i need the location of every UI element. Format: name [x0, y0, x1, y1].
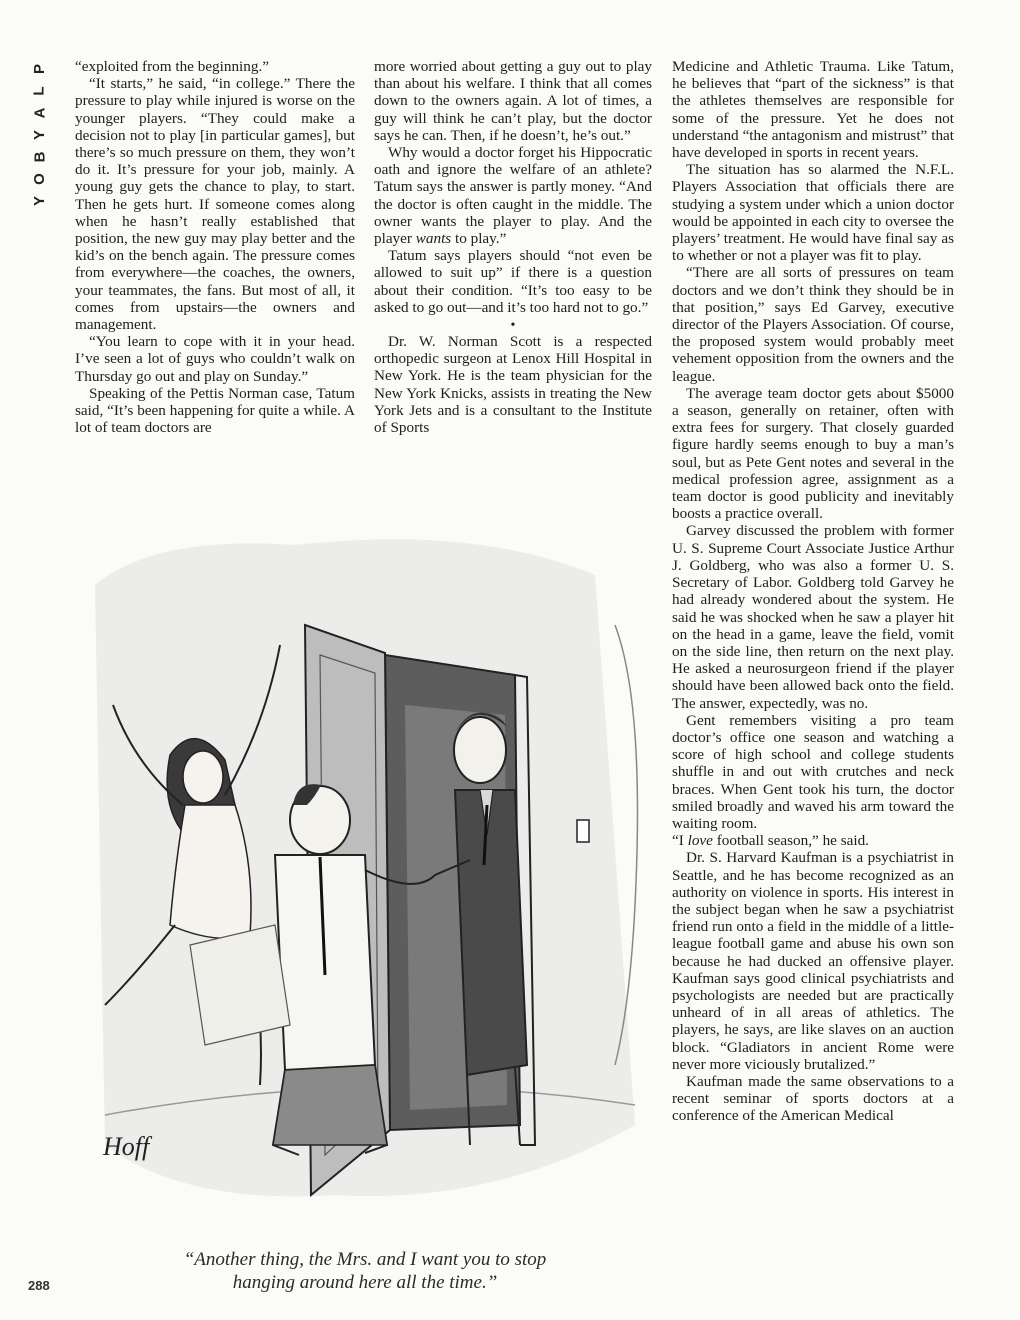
logo-letter: L — [30, 86, 48, 96]
paragraph: “You learn to cope with it in your head. I’ve seen a lot of guys who couldn’t walk on Thursday go out and play on Sunday.” — [75, 333, 355, 385]
cartoon-illustration — [75, 505, 655, 1235]
logo-letter: P — [30, 63, 48, 75]
paragraph: The situation has so alarmed the N.F.L. Players Association that officials there are studying a system under which a union doctor would be appointed in each city to oversee the players’ treatment. He would have final say as to whether or not a player was fit to play. — [672, 161, 954, 265]
caption-line: “Another thing, the Mrs. and I want you to stop — [183, 1249, 547, 1270]
paragraph: more worried about getting a guy out to play than about his welfare. I think that all comes down to the owners again. A lot of times, a guy will think he can’t play, but the doctor says he can. Then, if he doesn’t, he’s out.” — [374, 58, 652, 144]
quote-line — [672, 832, 954, 849]
paragraph: Gent remembers visiting a pro team doctor’s office one season and watching a score of high school and college students shuffle in and out with crutches and neck braces. When Gent took his turn, the doctor smiled broadly and waved his arm toward the waiting room. — [672, 711, 954, 832]
article-column-3 — [672, 58, 954, 1125]
paragraph: Medicine and Athletic Trauma. Like Tatum, he believes that “part of the sickness” is that the athletes themselves are responsible for some of the pressure. Yet he does not understand “the antagonism and mistrust” that have developed in sports in recent years. — [672, 58, 954, 162]
page-number: 288 — [28, 1278, 50, 1293]
cartoon-caption — [130, 1248, 600, 1294]
emphasis-text: love — [687, 832, 713, 850]
paragraph: Dr. S. Harvard Kaufman is a psychiatrist in Seattle, and he has become recognized as an authority on violence in sports. His interest in the subject began when he saw a psychiatrist friend run onto a field in the middle of a little-league football game and abuse his own son because he had ducked an offensive player. Kaufman says good clinical psychiatrists and psychologists are needed but are practically unheard of in all areas of athletics. The players, he says, are like slaves on an auction block. “Gladiators in ancient Rome were never more viciously brutalized.” — [672, 849, 954, 1073]
paragraph-text: Why would a doctor forget his Hippocratic oath and ignore the welfare of an athlete? Tatum says the answer is partly money. “And the doctor is often caught in the middle. The owner wants the player to play. And the player — [374, 144, 652, 248]
paragraph: Garvey discussed the problem with former U. S. Supreme Court Associate Justice Arthur J. Goldberg, who was also a former U. S. Secretary of Labor. Goldberg told Garvey he had already wondered about the system. He said he was shocked when he saw a player hit on the head in a game, leave the field, vomit on the side line, then return on the next play. He asked a neurosurgeon friend if the player should have been allowed back onto the field. The answer, expectedly, was no. — [672, 522, 954, 712]
paragraph-text: to play.” — [455, 230, 507, 248]
article-column-1 — [75, 58, 355, 436]
caption-line: hanging around here all the time.” — [232, 1272, 498, 1293]
article-column-2 — [374, 58, 652, 436]
paragraph: Tatum says players should “not even be allowed to suit up” if there is a question about their condition. “It’s too easy to be asked to go out—and it’s too hard not to go.” — [374, 247, 652, 316]
paragraph: The average team doctor gets about $5000 a season, generally on retainer, often with extra fees for surgery. That closely guarded figure hardly seems enough to buy a man’s soul, but as Pete Gent notes and several in the medical profession agree, assignment as a team doctor is good publicity and inevitably boosts a practice overall. — [672, 384, 954, 523]
paragraph: Dr. W. Norman Scott is a respected orthopedic surgeon at Lenox Hill Hospital in New York. He is the team physician for the New York Knicks, assists in treating the New York Jets and is a consultant to the Institute of Sports — [374, 333, 652, 437]
paragraph: Speaking of the Pettis Norman case, Tatum said, “It’s been happening for quite a while. A lot of team doctors are — [75, 384, 355, 437]
paragraph — [374, 144, 652, 247]
paragraph: “There are all sorts of pressures on team doctors and we don’t think they should be in that position,” says Ed Garvey, executive director of the Players Association. Of course, the proposed system would probably meet vehement opposition from the owners and the league. — [672, 264, 954, 385]
section-separator: • — [510, 318, 516, 334]
logo-letter: Y — [30, 129, 48, 141]
paragraph: “It starts,” he said, “in college.” There the pressure to play while injured is worse on the younger players. “They could make a decision not to play [in particular games], but there’s so much pressure on them, they won’t do it. It’s pressure for your job, mainly. A young guy gets the chance to play, to start. Then he gets hurt. If someone comes along when he hasn’t really established that position, the new guy may play better and the kid’s on the bench again. The pressure comes from everywhere—the coaches, the owners, your teammates, the fans. But most of all, it comes from upstairs—the owners and management. — [75, 75, 355, 334]
logo-letter: A — [31, 107, 48, 119]
quote-text: football season,” he said. — [716, 832, 869, 850]
playboy-logo — [26, 58, 54, 228]
logo-letter: Y — [30, 195, 48, 207]
paragraph: “exploited from the beginning.” — [75, 58, 270, 75]
paragraph: Kaufman made the same observations to a recent seminar of sports doctors at a conference of the American Medical — [672, 1072, 954, 1125]
emphasis-text: wants — [415, 230, 452, 248]
quote-text: “I — [672, 832, 684, 850]
logo-letter: O — [30, 173, 48, 185]
artist-signature: Hoff — [103, 1132, 150, 1161]
logo-letter: B — [31, 151, 48, 163]
